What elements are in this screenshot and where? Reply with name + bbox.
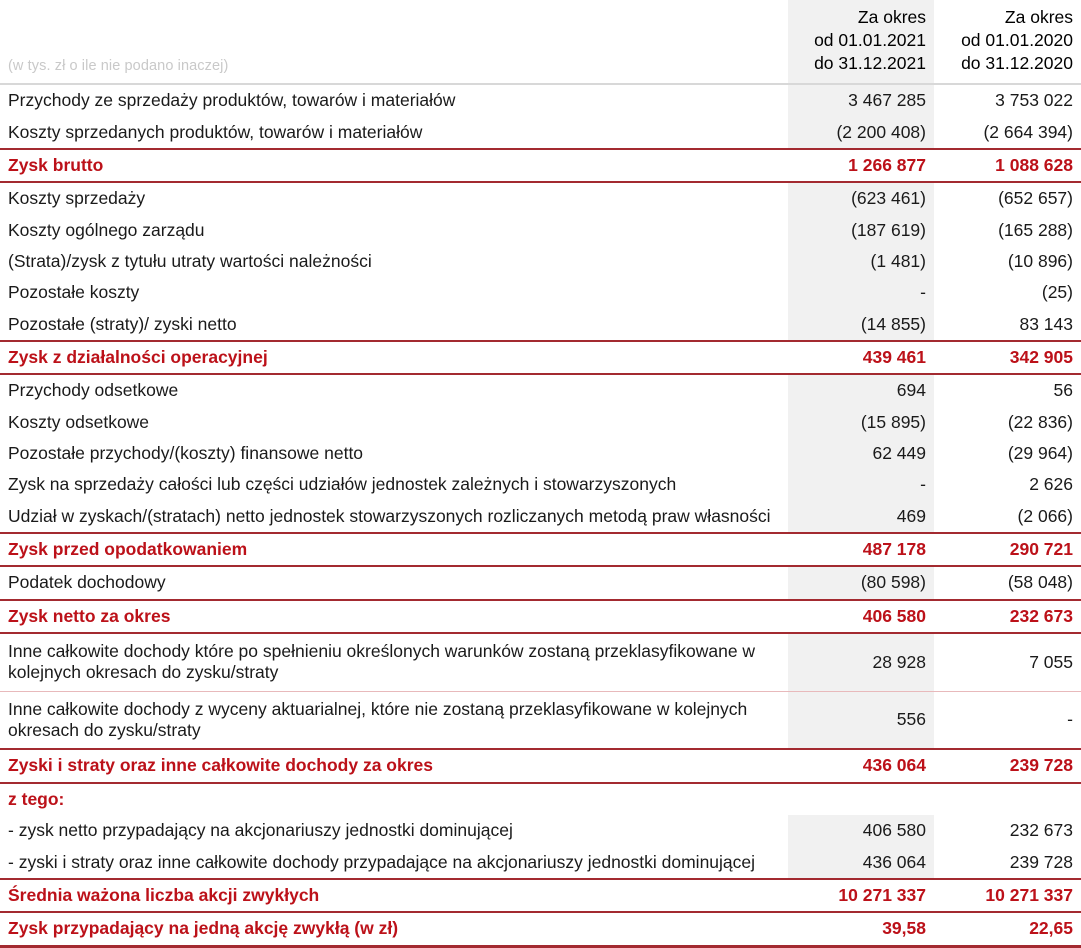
- row-value-period-2: (58 048): [1007, 572, 1073, 593]
- row-value-period-1: (1 481): [788, 246, 934, 277]
- row-value-period-2: 3 753 022: [934, 84, 1081, 116]
- period-2-line-3: do 31.12.2020: [961, 52, 1073, 73]
- row-value-period-1: [788, 783, 934, 815]
- row-value-period-2: 239 728: [934, 749, 1081, 782]
- table-row: [0, 501, 1081, 533]
- row-value-period-1: 469: [788, 501, 934, 533]
- row-value-period-1: -: [788, 469, 934, 500]
- table-row: [0, 215, 1081, 246]
- table-row: [0, 691, 1081, 749]
- table-row: [0, 84, 1081, 116]
- row-value-period-2: 232 673: [1009, 820, 1073, 841]
- table-row: [0, 749, 1081, 782]
- row-value-period-2: 2 626: [1029, 474, 1073, 495]
- table-row: [0, 879, 1081, 912]
- row-value-period-2: (25): [1041, 282, 1073, 303]
- row-label: Zysk przed opodatkowaniem: [0, 533, 788, 566]
- row-value-period-2: 83 143: [1019, 313, 1073, 334]
- row-value-period-2: 1 088 628: [934, 149, 1081, 182]
- table-row: [0, 309, 1081, 341]
- row-value-period-1: 39,58: [788, 912, 934, 946]
- row-value-period-1: (80 598): [788, 566, 934, 599]
- row-value-period-2: (10 896): [1007, 250, 1073, 271]
- row-label: Inne całkowite dochody które po spełnieniu określonych warunków zostaną przeklasyfikowane w kolejnych okresach do zysku/straty: [0, 633, 788, 691]
- row-label: - zysk netto przypadający na akcjonariuszy jednostki dominującej: [8, 820, 513, 841]
- row-label: Zysk na sprzedaży całości lub części udziałów jednostek zależnych i stowarzyszonych: [8, 474, 677, 495]
- row-label: Koszty ogólnego zarządu: [8, 219, 205, 240]
- table-row: [0, 407, 1081, 438]
- units-note: (w tys. zł o ile nie podano inaczej): [8, 58, 229, 75]
- row-label: Średnia ważona liczba akcji zwykłych: [0, 879, 788, 912]
- row-value-period-1: (2 200 408): [788, 117, 934, 149]
- row-value-period-1: 406 580: [788, 815, 934, 846]
- table-row: [0, 182, 1081, 214]
- table-row: [0, 533, 1081, 566]
- row-value-period-1: 436 064: [788, 847, 934, 879]
- row-label: Koszty sprzedanych produktów, towarów i materiałów: [8, 121, 423, 142]
- row-value-period-1: 406 580: [788, 600, 934, 633]
- period-1-line-1: Za okres: [857, 7, 926, 27]
- row-label: z tego:: [0, 783, 788, 815]
- row-label: Zysk przypadający na jedną akcję zwykłą (w zł): [0, 912, 788, 946]
- row-value-period-2: 342 905: [934, 341, 1081, 374]
- row-value-period-2: (2 664 394): [983, 121, 1073, 142]
- row-label: Podatek dochodowy: [8, 572, 166, 593]
- row-label: - zyski i straty oraz inne całkowite dochody przypadające na akcjonariuszy jednostki dominującej: [8, 851, 756, 872]
- table-row: [0, 438, 1081, 469]
- row-label: (Strata)/zysk z tytułu utraty wartości należności: [8, 250, 372, 271]
- row-value-period-2: (2 066): [1017, 505, 1073, 526]
- row-value-period-2: (652 657): [998, 188, 1073, 209]
- row-label: Pozostałe (straty)/ zyski netto: [8, 313, 237, 334]
- period-column-1-header: [788, 0, 934, 84]
- table-row: [0, 246, 1081, 277]
- row-label: Pozostałe przychody/(koszty) finansowe netto: [8, 443, 364, 464]
- row-label: Zyski i straty oraz inne całkowite dochody za okres: [0, 749, 788, 782]
- row-value-period-1: 62 449: [788, 438, 934, 469]
- table-row: [0, 783, 1081, 815]
- row-value-period-1: (15 895): [788, 407, 934, 438]
- row-value-period-1: 10 271 337: [788, 879, 934, 912]
- row-label: Przychody odsetkowe: [8, 380, 179, 401]
- table-body: [0, 84, 1081, 946]
- row-value-period-2: 56: [1053, 380, 1073, 401]
- row-label: Koszty odsetkowe: [8, 411, 150, 432]
- row-value-period-1: 694: [788, 374, 934, 406]
- table-row: [0, 277, 1081, 308]
- row-value-period-1: -: [788, 277, 934, 308]
- table-row: [0, 149, 1081, 182]
- table-row: [0, 469, 1081, 500]
- row-value-period-1: (14 855): [788, 309, 934, 341]
- table-row: [0, 117, 1081, 149]
- row-value-period-1: 28 928: [788, 633, 934, 691]
- row-value-period-1: 439 461: [788, 341, 934, 374]
- row-value-period-1: 1 266 877: [788, 149, 934, 182]
- period-2-line-2: od 01.01.2020: [961, 29, 1073, 50]
- table-row: [0, 633, 1081, 691]
- row-value-period-1: (623 461): [788, 182, 934, 214]
- table-row: [0, 374, 1081, 406]
- row-value-period-2: (22 836): [1007, 411, 1073, 432]
- table-header: [0, 0, 1081, 84]
- period-2-line-1: Za okres: [1004, 7, 1073, 27]
- row-value-period-2: (29 964): [1007, 443, 1073, 464]
- row-label: Pozostałe koszty: [8, 282, 140, 303]
- row-value-period-2: 239 728: [1009, 851, 1073, 872]
- row-value-period-2: 7 055: [934, 633, 1081, 691]
- row-value-period-1: 3 467 285: [788, 84, 934, 116]
- row-label: Zysk netto za okres: [0, 600, 788, 633]
- row-value-period-1: 556: [788, 691, 934, 749]
- row-value-period-2: 232 673: [934, 600, 1081, 633]
- row-value-period-2: 290 721: [934, 533, 1081, 566]
- table-row: [0, 341, 1081, 374]
- period-1-line-2: od 01.01.2021: [814, 29, 926, 50]
- period-1-line-3: do 31.12.2021: [814, 52, 926, 73]
- period-column-2-header: [934, 0, 1081, 84]
- row-value-period-1: 436 064: [788, 749, 934, 782]
- row-value-period-2: 22,65: [934, 912, 1081, 946]
- row-value-period-1: 487 178: [788, 533, 934, 566]
- row-label: Przychody ze sprzedaży produktów, towarów i materiałów: [0, 84, 788, 116]
- row-value-period-2: [934, 783, 1081, 815]
- row-value-period-1: (187 619): [788, 215, 934, 246]
- row-value-period-2: 10 271 337: [934, 879, 1081, 912]
- table-row: [0, 566, 1081, 599]
- table-row: [0, 815, 1081, 846]
- row-value-period-2: (165 288): [998, 219, 1073, 240]
- header-row: [0, 0, 1081, 84]
- row-label: Zysk z działalności operacyjnej: [0, 341, 788, 374]
- row-value-period-2: -: [934, 691, 1081, 749]
- row-label: Udział w zyskach/(stratach) netto jednostek stowarzyszonych rozliczanych metodą praw własności: [8, 505, 771, 526]
- table-row: [0, 600, 1081, 633]
- row-label: Inne całkowite dochody z wyceny aktuarialnej, które nie zostaną przeklasyfikowane w kolejnych okresach do zysku/straty: [0, 691, 788, 749]
- table-row: [0, 847, 1081, 879]
- table-row: [0, 912, 1081, 946]
- row-label: Koszty sprzedaży: [8, 188, 146, 209]
- row-label: Zysk brutto: [0, 149, 788, 182]
